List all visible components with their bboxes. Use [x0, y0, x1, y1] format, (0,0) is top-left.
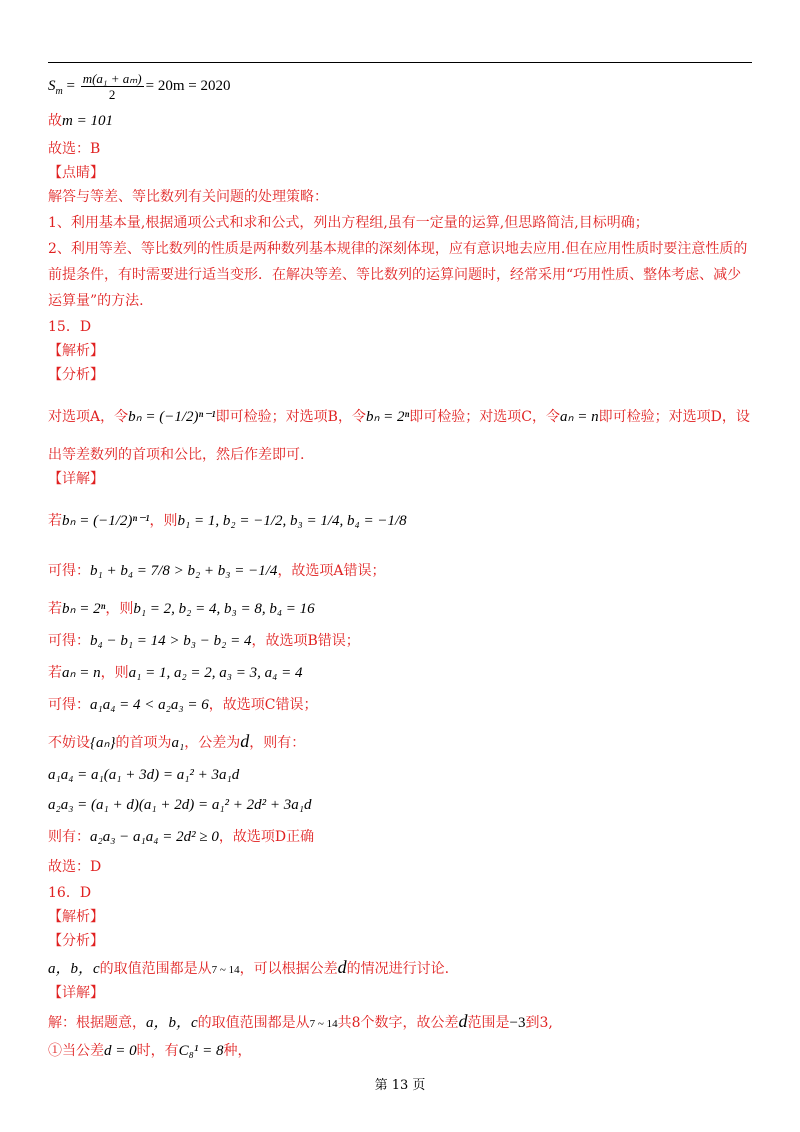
text: ，则	[105, 601, 134, 617]
answer-14: 故选：B	[48, 141, 101, 157]
math-eq1: a₁a₄ = a₁(a₁ + 3d) = a₁² + 3a₁d	[48, 767, 240, 783]
text: ，故选项D正确	[218, 829, 315, 845]
math-d0: d = 0	[104, 1043, 137, 1059]
text: 到3,	[525, 1015, 553, 1031]
text: 种，	[223, 1043, 252, 1059]
text: 的情况进行讨论.	[346, 961, 450, 977]
m-value: m = 101	[62, 113, 113, 129]
strategy-2b: 前提条件，有时需要进行适当变形．在解决等差、等比数列的运算问题时，经常采用“巧用性质、整体考虑、减少	[48, 267, 742, 283]
text: 即可检验；对选项B，令	[215, 409, 366, 425]
case-d-setup	[48, 730, 752, 754]
text: 的取值范围都是从	[99, 961, 212, 977]
detail-16-line1	[48, 1010, 752, 1035]
text: 对选项A，令	[48, 409, 129, 425]
text: ①当公差	[48, 1043, 104, 1059]
text: 若	[48, 513, 62, 529]
heading-xiangjie-16: 【详解】	[48, 985, 104, 1001]
text: ，公差为	[184, 735, 241, 751]
case-c-def	[48, 662, 752, 684]
text: 可得：	[48, 563, 90, 579]
strategy-intro: 解答与等差、等比数列有关问题的处理策略：	[48, 189, 328, 205]
text: ，则	[149, 513, 178, 529]
text: 的取值范围都是从	[197, 1015, 310, 1031]
text: 若	[48, 665, 62, 681]
math-set-an: {aₙ}	[90, 735, 116, 751]
math-range: 7 ~ 14	[211, 964, 240, 976]
heading-jiexi-16: 【解析】	[48, 909, 104, 925]
case-b-result	[48, 630, 752, 652]
strategy-2c: 运算量”的方法.	[48, 293, 144, 309]
math-b-values: b₁ = 1, b₂ = −1/2, b₃ = 1/4, b₄ = −1/8	[177, 513, 407, 529]
math-a-values: a₁ = 1, a₂ = 2, a₃ = 3, a₄ = 4	[128, 665, 303, 681]
text: 的首项为	[115, 735, 172, 751]
heading-fenxi-15: 【分析】	[48, 367, 104, 383]
case-d-result	[48, 826, 752, 848]
text: ，故选项B错误；	[251, 633, 360, 649]
text: ，故选项C错误；	[208, 697, 318, 713]
text: 时，有	[136, 1043, 179, 1059]
text: ，可以根据公差	[239, 961, 338, 977]
math-an-c: aₙ = n	[560, 409, 599, 425]
m-conclusion	[48, 110, 752, 132]
sm-result: = 20m = 2020	[145, 78, 231, 94]
math-range: 7 ~ 14	[309, 1018, 338, 1030]
case-a-def	[48, 506, 752, 536]
math-d: d	[240, 731, 250, 751]
analysis-15-line2: 出等差数列的首项和公比，然后作差即可.	[48, 447, 305, 463]
heading-fenxi-16: 【分析】	[48, 933, 104, 949]
math-abc: a，b，c	[48, 961, 100, 977]
math-bn-a: bₙ = (−1/2)ⁿ⁻¹	[128, 409, 216, 425]
page-number: 第 13 页	[374, 1078, 426, 1093]
strategy-2a: 2、利用等差、等比数列的性质是两种数列基本规律的深刻体现，应有意识地去应用.但在应用性质时要注意性质的	[48, 241, 748, 257]
strategy-1: 1、利用基本量,根据通项公式和求和公式，列出方程组,虽有一定量的运算,但思路简洁,目标明确；	[48, 215, 649, 231]
text: 若	[48, 601, 62, 617]
math-d: d	[458, 1011, 468, 1031]
heading-xiangjie-15: 【详解】	[48, 471, 104, 487]
text: 范围是	[467, 1015, 510, 1031]
case-b-def	[48, 598, 752, 620]
math-inequality-a: b₁ + b₄ = 7/8 > b₂ + b₃ = −1/4	[90, 563, 278, 579]
math-d: d	[337, 957, 347, 977]
text: 即可检验；对选项C，令	[409, 409, 560, 425]
text: 可得：	[48, 633, 90, 649]
math-inequality-c: a₁a₄ = 4 < a₂a₃ = 6	[90, 697, 209, 713]
text: 则有：	[48, 829, 90, 845]
text: ，则	[100, 665, 129, 681]
math-a1: a₁	[171, 735, 185, 751]
math-inequality-b: b₄ − b₁ = 14 > b₃ − b₂ = 4	[90, 633, 252, 649]
text: ，则有：	[249, 735, 306, 751]
math-b-values-2: b₁ = 2, b₂ = 4, b₃ = 8, b₄ = 16	[133, 601, 315, 617]
analysis-15-line1	[48, 402, 752, 432]
top-rule	[48, 62, 752, 63]
text: 解：根据题意，	[48, 1015, 146, 1031]
text: ，故选项A错误；	[277, 563, 386, 579]
math-abc: a，b，c	[146, 1015, 198, 1031]
text: 即可检验；对选项D，设	[598, 409, 750, 425]
math-an: aₙ = n	[62, 665, 101, 681]
sm-denominator: 2	[108, 86, 116, 102]
case-a-result	[48, 556, 752, 586]
text: 可得：	[48, 697, 90, 713]
text: 共8个数字，故公差	[337, 1015, 459, 1031]
math-c81: C₈¹ = 8	[178, 1043, 224, 1059]
math-bn-b: bₙ = 2ⁿ	[365, 409, 410, 425]
text: 故	[48, 113, 62, 129]
heading-jiexi-15: 【解析】	[48, 343, 104, 359]
math-eq3: a₂a₃ − a₁a₄ = 2d² ≥ 0	[90, 829, 219, 845]
sm-formula: $S_m$ = $\frac{\text{m(a₁ + aₘ)}}{2}$ = 20m = 2020	[48, 70, 231, 102]
math-neg3: −3	[509, 1015, 526, 1031]
math-bn-def: bₙ = (−1/2)ⁿ⁻¹	[62, 513, 150, 529]
question-16-answer: 16．D	[48, 885, 92, 901]
math-bn-2: bₙ = 2ⁿ	[62, 601, 106, 617]
question-15-answer: 15．D	[48, 319, 92, 335]
analysis-16	[48, 956, 752, 981]
math-eq2: a₂a₃ = (a₁ + d)(a₁ + 2d) = a₁² + 2d² + 3a₁d	[48, 797, 312, 813]
answer-15: 故选：D	[48, 859, 102, 875]
text: 不妨设	[48, 735, 90, 751]
heading-dianjing: 【点睛】	[48, 165, 104, 181]
case-c-result	[48, 694, 752, 716]
sm-fraction	[81, 71, 144, 102]
sm-numerator: m(a₁ + aₘ)	[82, 70, 142, 86]
equation-a2a3	[48, 794, 752, 816]
equation-a1a4	[48, 764, 752, 786]
detail-16-line2	[48, 1040, 752, 1062]
